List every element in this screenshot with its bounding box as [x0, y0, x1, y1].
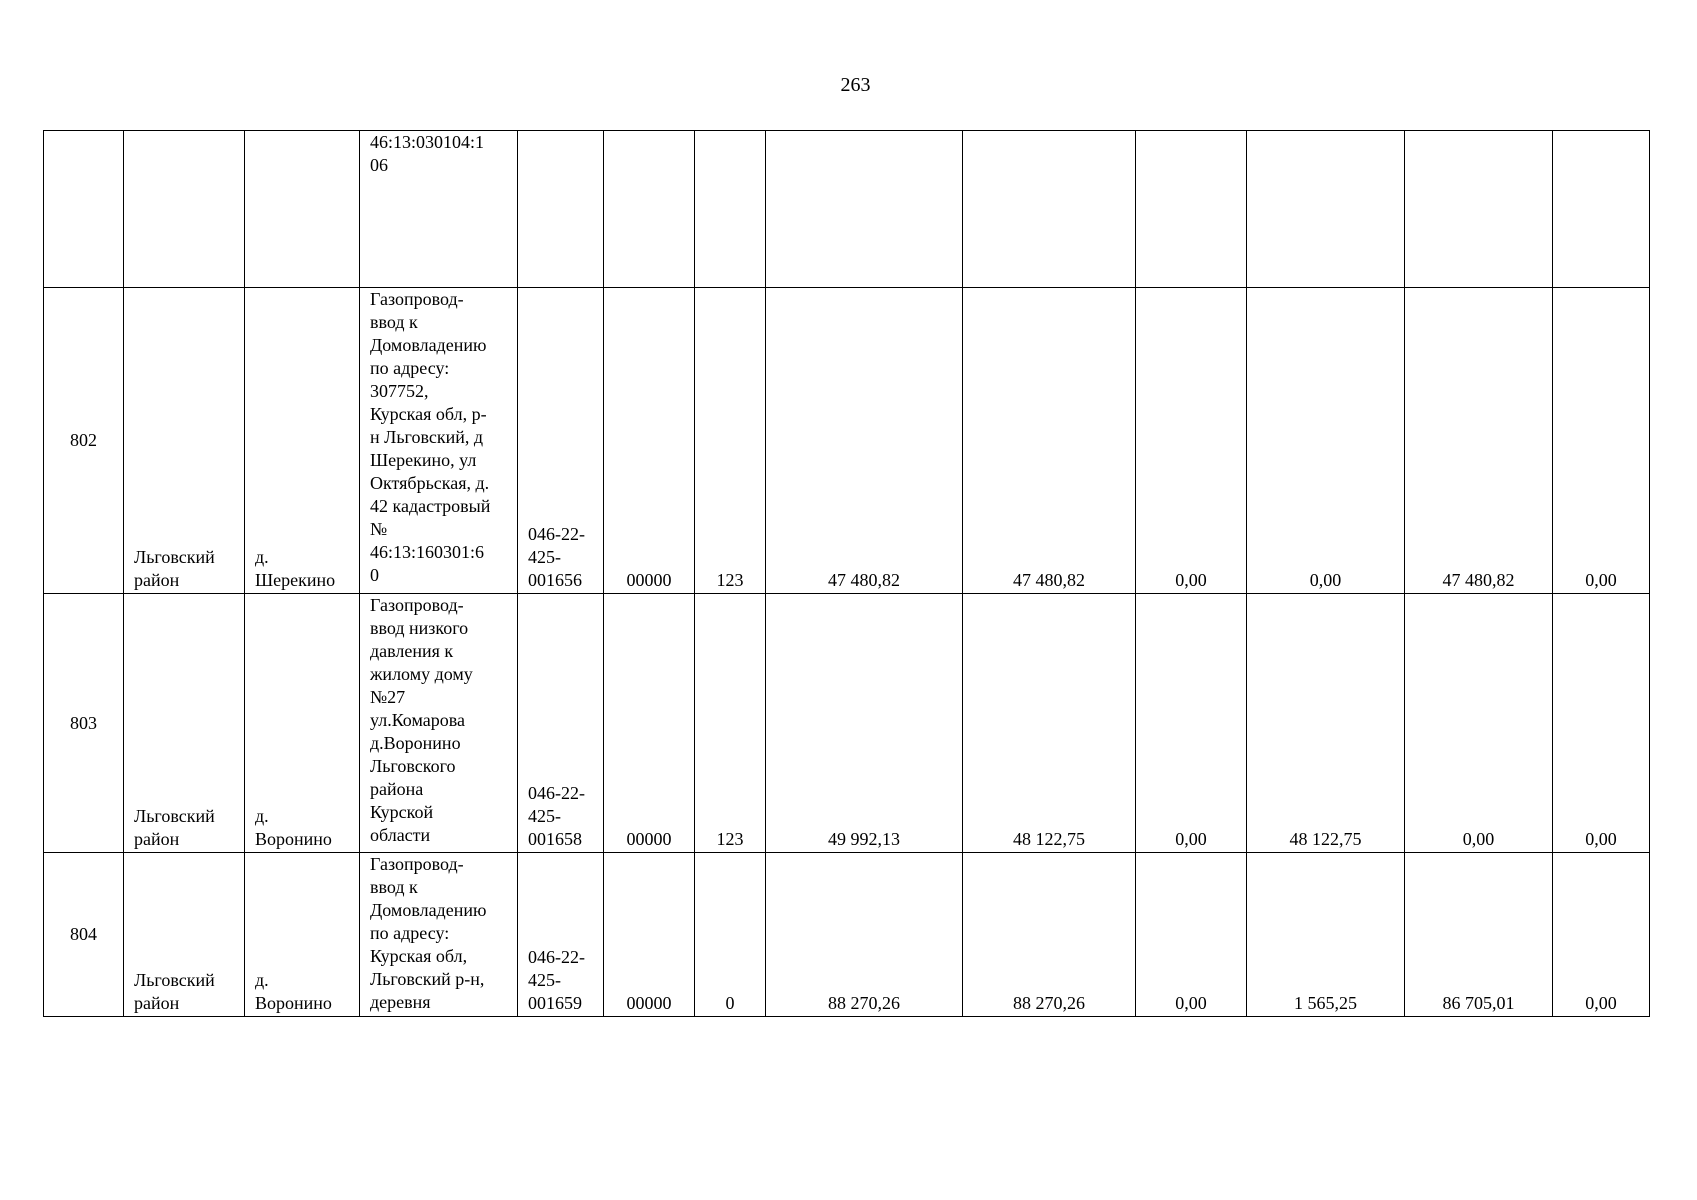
table-row [44, 288, 1650, 594]
row-number: 803 [44, 594, 124, 853]
table-row [44, 594, 1650, 853]
object-description-cell: Газопровод- ввод к Домовладению по адресу: Курская обл, Льговский р-н, деревня [360, 853, 518, 1017]
value-cell-1: 47 480,82 [766, 288, 963, 594]
district-cell: Льговский район [124, 853, 245, 1017]
value-cell-1 [766, 131, 963, 288]
value-cell-4 [1247, 131, 1405, 288]
value-cell-2: 48 122,75 [963, 594, 1136, 853]
value-cell-3 [1136, 131, 1247, 288]
locality-cell: д. Воронино [245, 594, 360, 853]
code-cell: 00000 [604, 853, 695, 1017]
value-cell-5: 0,00 [1405, 594, 1553, 853]
district-cell [124, 131, 245, 288]
value-cell-4: 0,00 [1247, 288, 1405, 594]
table-row [44, 853, 1650, 1017]
inventory-number-cell: 046-22- 425- 001656 [518, 288, 604, 594]
table-row [44, 131, 1650, 288]
row-number [44, 131, 124, 288]
quantity-cell [695, 131, 766, 288]
value-cell-3: 0,00 [1136, 853, 1247, 1017]
quantity-cell: 123 [695, 594, 766, 853]
code-cell [604, 131, 695, 288]
value-cell-2: 88 270,26 [963, 853, 1136, 1017]
locality-cell [245, 131, 360, 288]
value-cell-2: 47 480,82 [963, 288, 1136, 594]
object-description-cell: Газопровод- ввод низкого давления к жилому дому №27 ул.Комарова д.Воронино Льговского района Курской области [360, 594, 518, 853]
inventory-number-cell: 046-22- 425- 001659 [518, 853, 604, 1017]
value-cell-6: 0,00 [1553, 288, 1650, 594]
value-cell-6 [1553, 131, 1650, 288]
value-cell-4: 48 122,75 [1247, 594, 1405, 853]
code-cell: 00000 [604, 288, 695, 594]
value-cell-6: 0,00 [1553, 853, 1650, 1017]
inventory-number-cell: 046-22- 425- 001658 [518, 594, 604, 853]
value-cell-4: 1 565,25 [1247, 853, 1405, 1017]
district-cell: Льговский район [124, 288, 245, 594]
value-cell-2 [963, 131, 1136, 288]
district-cell: Льговский район [124, 594, 245, 853]
object-description-cell: 46:13:030104:1 06 [360, 131, 518, 288]
value-cell-5 [1405, 131, 1553, 288]
value-cell-3: 0,00 [1136, 288, 1247, 594]
value-cell-1: 88 270,26 [766, 853, 963, 1017]
quantity-cell: 0 [695, 853, 766, 1017]
object-description-cell: Газопровод- ввод к Домовладению по адресу: 307752, Курская обл, р- н Льговский, д Шерекино, ул Октябрьская, д. 42 кадастровый № 46:13:160301:6 0 [360, 288, 518, 594]
locality-cell: д. Воронино [245, 853, 360, 1017]
code-cell: 00000 [604, 594, 695, 853]
value-cell-1: 49 992,13 [766, 594, 963, 853]
page-number: 263 [840, 74, 871, 96]
value-cell-6: 0,00 [1553, 594, 1650, 853]
row-number: 804 [44, 853, 124, 1017]
quantity-cell: 123 [695, 288, 766, 594]
inventory-number-cell [518, 131, 604, 288]
value-cell-5: 86 705,01 [1405, 853, 1553, 1017]
locality-cell: д. Шерекино [245, 288, 360, 594]
value-cell-5: 47 480,82 [1405, 288, 1553, 594]
value-cell-3: 0,00 [1136, 594, 1247, 853]
row-number: 802 [44, 288, 124, 594]
property-registry-table [43, 130, 1650, 1017]
